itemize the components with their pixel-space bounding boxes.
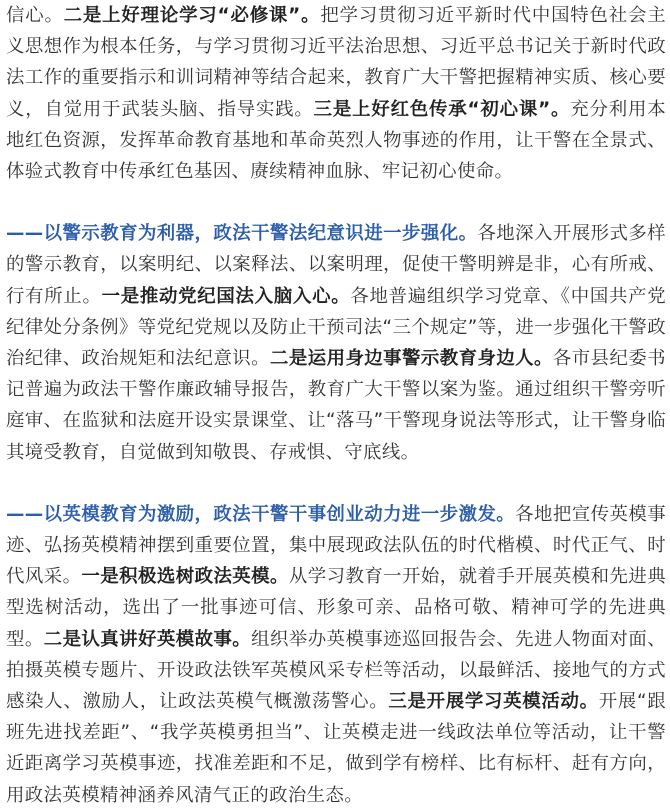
text-segment: 开展“跟班先进找差距”、“我学英模勇担当”、让英模走进一线政法单位等活动，让干警近距离学习英模事迹，找准差距和不足，做到学有榜样、比有标杆、赶有方向，用政法英模精神涵养风清气正的政治生态。 xyxy=(6,691,666,806)
text-segment: 各市县纪委书记普遍为政法干警作廉政辅导报告，教育广大干警以案为鉴。通过组织干警旁听庭审、在监狱和法庭开设实景课堂、让“落马”干警现身说法等形式，让干警身临其境受教育，自觉做到知敬畏、存戒惧、守底线。 xyxy=(6,348,666,463)
section-lead-warning-education: ——以警示教育为利器，政法干警法纪意识进一步强化。 xyxy=(6,223,478,245)
text-segment: 把学习贯彻习近平新时代中国特色社会主义思想作为根本任务，与学习贯彻习近平法治思想、习近平总书记关于新时代政法工作的重要指示和训词精神等结合起来，教育广大干警把握精神实质、核心要义，自觉用于武装头脑、指导实践。 xyxy=(6,5,667,120)
paragraph-warning-education xyxy=(6,218,666,468)
highlight-red-heritage-course: 三是上好红色传承“初心课”。 xyxy=(313,98,571,120)
text-segment: 各地普遍组织学习党章、《中国共产党纪律处分条例》等党纪党规以及防止干预司法“三个规定”等，进一步强化干警政治纪律、政治规矩和法纪意识。 xyxy=(6,285,666,370)
highlight-learn-from-heroes: 三是开展学习英模活动。 xyxy=(388,691,599,713)
text-segment: 信心。 xyxy=(6,5,64,26)
section-lead-hero-education: ——以英模教育为激励，政法干警干事创业动力进一步激发。 xyxy=(6,503,516,525)
highlight-hero-stories: 二是认真讲好英模故事。 xyxy=(43,628,252,650)
text-segment: 组织举办英模事迹巡回报告会、先进人物面对面、拍摄英模专题片、开设政法铁军英模风采专栏等活动，以最鲜活、接地气的方式感染人、激励人，让政法英模气概激荡警心。 xyxy=(6,628,666,713)
highlight-case-warning: 二是运用身边事警示教育身边人。 xyxy=(270,348,553,370)
highlight-theory-course: 二是上好理论学习“必修课”。 xyxy=(63,5,321,26)
paragraph-hero-education xyxy=(6,499,666,811)
text-segment: 从学习教育一开始，就着手开展英模和先进典型选树活动，选出了一批事迹可信、形象可亲、品格可敬、精神可学的先进典型。 xyxy=(6,566,666,650)
text-segment: 各地深入开展形式多样的警示教育，以案明纪、以案释法、以案明理，促使干警明辨是非，心有所戒、行有所止。 xyxy=(6,223,666,307)
paragraph-theory-study xyxy=(6,0,666,187)
highlight-discipline-law: 一是推动党纪国法入脑入心。 xyxy=(101,285,351,307)
text-segment: 充分利用本地红色资源，发挥革命教育基地和革命英烈人物事迹的作用，让干警在全景式、体验式教育中传承红色基因、赓续精神血脉、牢记初心使命。 xyxy=(6,98,666,183)
highlight-select-heroes: 一是积极选树政法英模。 xyxy=(81,566,289,588)
text-segment: 各地把宣传英模事迹、弘扬英模精神摆到重要位置，集中展现政法队伍的时代楷模、时代正气、时代风采。 xyxy=(6,503,666,588)
